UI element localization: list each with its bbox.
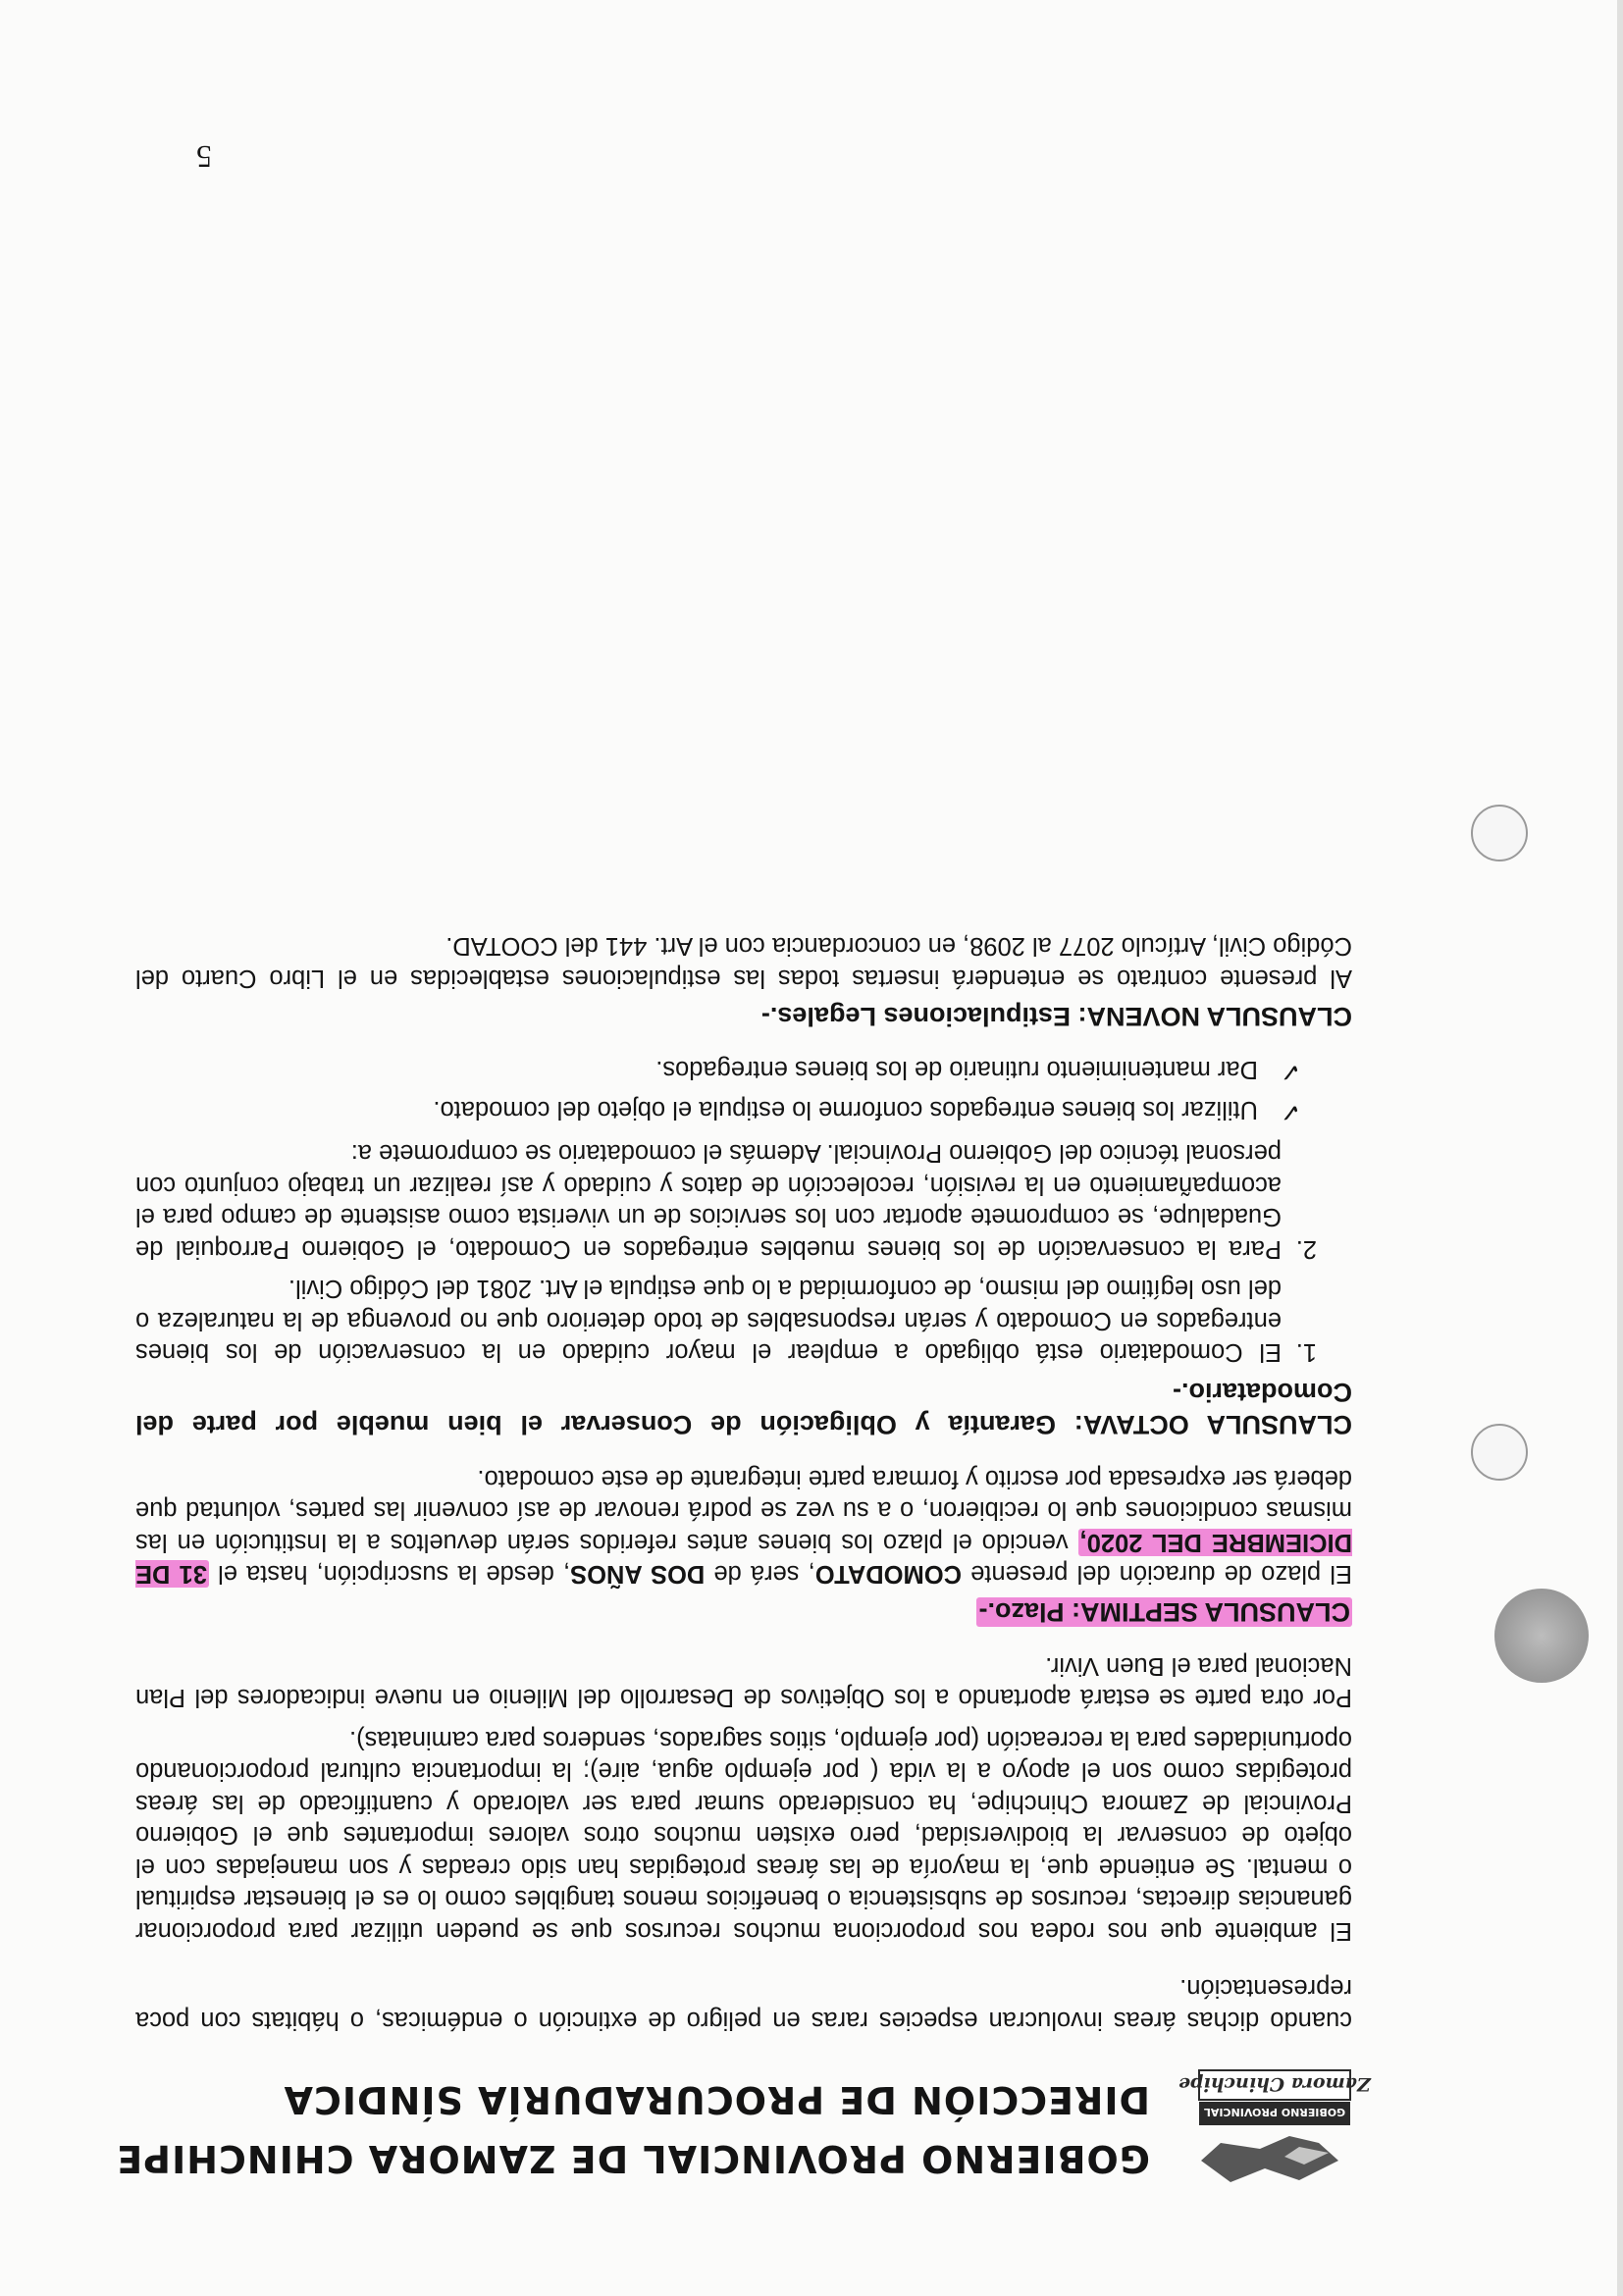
clause-eighth-heading: CLAUSULA OCTAVA: Garantía y Obligación de Conservar el bien mueble por parte del Comodatario.- xyxy=(135,1378,1352,1440)
checklist-item xyxy=(135,1094,1352,1126)
list-item-number: 2. xyxy=(1295,1235,1317,1263)
list-item-text: Para la conservación de los bienes muebles entregados en Comodato, el Gobierno Parroquial de Guadalupe, se compromete aportar con los servicios de un viverista como asistente de campo para el acompañamiento en la revisión, recolección de datos y cuidado y así realizar un trabajo conjunto con personal técnico del Gobierno Provincial. Además el comodatario se compromete a: xyxy=(135,1139,1282,1263)
institution-logo xyxy=(1178,2062,1371,2190)
punch-hole-lower xyxy=(1471,805,1528,861)
clause7-text-b: , será de xyxy=(705,1560,815,1589)
logo-line2: Zamora Chinchipe xyxy=(1178,2073,1371,2095)
paragraph-continuation: cuando dichas áreas involucran especies raras en peligro de extinción o endémicas, o hábitats con poca representación. xyxy=(135,1974,1352,2034)
header-subtitle: DIRECCIÓN DE PROCURADURÍA SÍNDICA xyxy=(283,2078,1150,2121)
paragraph-environment: El ambiente que nos rodea nos proporciona muchos recursos que se pueden utilizar para proporcionar ganancias directas, recursos de subsistencia o beneficios menos tangibles como lo es el bienestar espiritual o mental. Se entiende que, la mayoría de las áreas protegidas han sido creadas y son manejadas con el objeto de conservar la biodiversidad, pero existen muchos otros valores importantes que el Gobierno Provincial de Zamora Chinchipe, ha considerado sumar para ser valorado y cuantificado de las áreas protegidas como son el apoyo a la vida ( por ejemplo agua, aire); la importancia cultural proporcionando oportunidades para la recreación (por ejemplo, sitios sagrados, senderos para caminatas). xyxy=(135,1726,1352,1945)
clause7-end-date-highlight: 31 DE DICIEMBRE DEL 2020, xyxy=(134,1529,1352,1589)
checkmark-icon: ✓ xyxy=(1280,1097,1301,1126)
scan-edge xyxy=(1617,0,1623,2296)
clause7-comodato: COMODATO xyxy=(814,1560,962,1589)
punch-hole-upper xyxy=(1471,1424,1528,1481)
clause-seventh-heading-highlight: CLAUSULA SEPTIMA: Plazo.- xyxy=(978,1597,1350,1628)
clause-eighth-list xyxy=(135,1137,1352,1369)
clause7-text-a: El plazo de duración del presente xyxy=(962,1560,1352,1589)
list-item xyxy=(135,1137,1352,1265)
obligations-checklist xyxy=(135,1054,1352,1125)
clause-seventh-heading xyxy=(135,1596,1352,1629)
clause7-text-c: , desde la suscripción, hasta el xyxy=(208,1560,571,1589)
checklist-item xyxy=(135,1054,1352,1086)
checklist-item-text: Dar mantenimiento rutinario de los bienes entregados. xyxy=(655,1056,1258,1084)
list-item-text: El Comodatario está obligado a emplear el mayor cuidado en la conservación de los bienes entregados en Comodato y serán responsables de todo deterioro que no provenga de la naturaleza o del uso legítimo del mismo, de conformidad a lo que estipula el Art. 2081 del Código Civil. xyxy=(135,1275,1282,1367)
list-item-number: 1. xyxy=(1295,1338,1317,1367)
document-body xyxy=(135,920,1352,2036)
letterhead xyxy=(116,2062,1371,2190)
stamp-mark xyxy=(1494,1589,1589,1683)
clause-seventh-text xyxy=(135,1463,1352,1591)
header-title: GOBIERNO PROVINCIAL DE ZAMORA CHINCHIPE xyxy=(116,2137,1150,2180)
checkmark-icon: ✓ xyxy=(1280,1057,1301,1087)
logo-line1: GOBIERNO PROVINCIAL xyxy=(1203,2106,1346,2118)
logo-emblem-icon xyxy=(1178,2062,1371,2190)
page-number: 5 xyxy=(196,139,212,175)
checklist-item-text: Utilizar los bienes entregados conforme lo estipula el objeto del comodato. xyxy=(433,1096,1258,1123)
clause7-text-d: vencido el plazo los bienes antes referidos serán devueltos a la Institución en las mismas condiciones que lo recibieron, o a su vez se podrá renovar de así convenir las partes, voluntad que deberá ser expresada por escrito y formara parte integrante de este comodato. xyxy=(135,1465,1352,1556)
clause-ninth-heading: CLAUSULA NOVENA: Estipulaciones Legales.- xyxy=(760,1002,1352,1031)
clause-ninth-text: Al presente contrato se entenderá insertas todas las estipulaciones establecidas en el Libro Cuarto del Código Civil, Artículo 2077 al 2098, en concordancia con el Art. 441 del COOTAD. xyxy=(135,932,1352,992)
list-item xyxy=(135,1273,1352,1369)
paragraph-development-goals: Por otra parte se estará aportando a los Objetivos de Desarrollo del Milenio en nueve indicadores del Plan Nacional para el Buen Vivir. xyxy=(135,1652,1352,1712)
clause7-duration: DOS AÑOS xyxy=(570,1560,706,1589)
